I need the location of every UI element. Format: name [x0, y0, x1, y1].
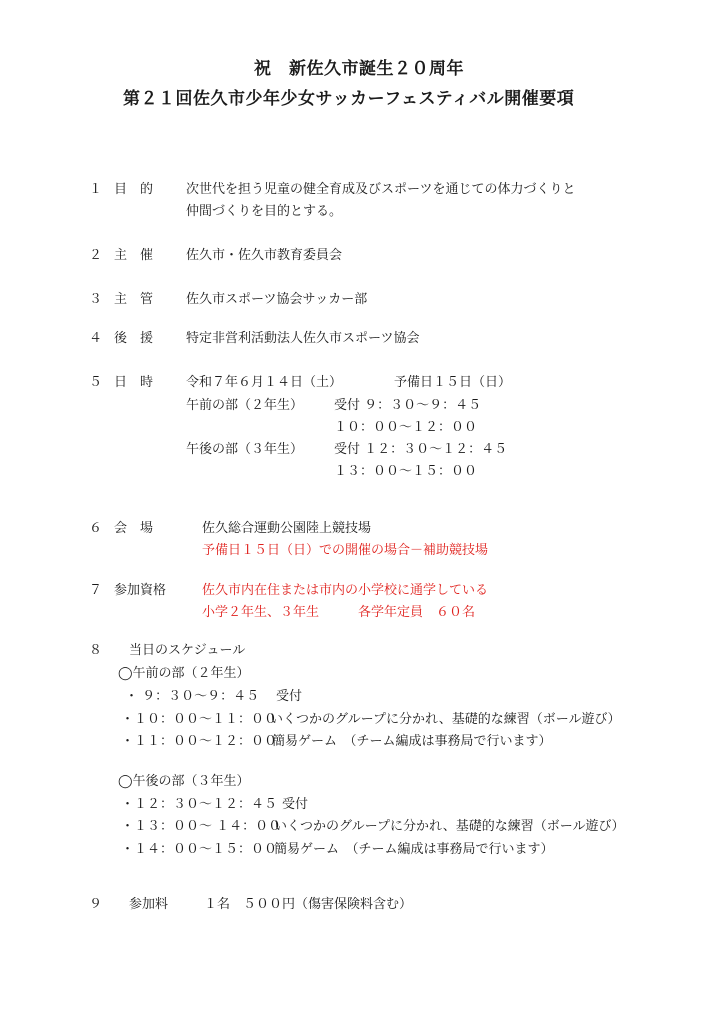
pm-schedule-time-2: ・１３：００〜 １４：００ [121, 819, 282, 834]
pm-schedule-desc-3: 簡易ゲーム （チーム編成は事務局で行います） [274, 842, 554, 857]
am-schedule-time-2: ・１０：００〜１１：００ [121, 712, 278, 727]
section-2-number: ２ [89, 248, 103, 263]
pm-session-label: 午後の部（３年生） [186, 442, 304, 457]
pm-schedule-desc-2: いくつかのグループに分かれ、基礎的な練習（ボール遊び） [274, 819, 625, 834]
venue-reserve-note: 予備日１５日（日）での開催の場合－補助競技場 [202, 543, 489, 558]
section-3-label: 主 管 [114, 292, 154, 307]
purpose-line-1: 次世代を担う児童の健全育成及びスポーツを通じての体力づくりと [186, 182, 576, 197]
venue-text: 佐久総合運動公園陸上競技場 [202, 521, 372, 536]
pm-schedule-time-3: ・１４：００〜１５：００ [121, 842, 278, 857]
am-schedule-time-3: ・１１：００〜１２：００ [121, 734, 278, 749]
am-schedule-heading: ◯午前の部（２年生） [118, 666, 250, 681]
management-text: 佐久市スポーツ協会サッカー部 [186, 292, 368, 307]
section-7-number: ７ [89, 583, 103, 598]
section-2-label: 主 催 [114, 248, 154, 263]
title-line-1: 祝 新佐久市誕生２０周年 [254, 59, 464, 79]
section-6-label: 会 場 [114, 521, 154, 536]
pm-reception-time: 受付 １２：３０〜１２：４５ [334, 442, 508, 457]
section-4-number: ４ [89, 331, 103, 346]
am-session-label: 午前の部（２年生） [186, 398, 304, 413]
am-schedule-desc-2: いくつかのグループに分かれ、基礎的な練習（ボール遊び） [270, 712, 621, 727]
am-schedule-desc-1: 受付 [276, 689, 303, 704]
support-text: 特定非営利活動法人佐久市スポーツ協会 [186, 331, 420, 346]
section-9-label: 参加料 [129, 897, 169, 912]
section-8-label: 当日のスケジュール [129, 643, 246, 658]
eligibility-line-2: 小学２年生、３年生 各学年定員 ６０名 [202, 605, 476, 620]
event-date: 令和７年６月１４日（土） [186, 375, 343, 390]
section-8-number: ８ [89, 643, 103, 658]
fee-text: １名 ５００円（傷害保険料含む） [204, 897, 413, 912]
am-session-time: １０：００〜１２：００ [334, 420, 478, 435]
am-schedule-desc-3: 簡易ゲーム （チーム編成は事務局で行います） [272, 734, 552, 749]
section-5-number: ５ [89, 375, 103, 390]
section-4-label: 後 援 [114, 331, 154, 346]
am-schedule-time-1: ・ ９：３０〜９：４５ [125, 689, 260, 704]
section-9-number: ９ [89, 897, 103, 912]
section-1-label: 目 的 [114, 182, 154, 197]
section-7-label: 参加資格 [114, 583, 167, 598]
reserve-date: 予備日１５日（日） [394, 375, 512, 390]
organizer-text: 佐久市・佐久市教育委員会 [186, 248, 343, 263]
pm-schedule-heading: ◯午後の部（３年生） [118, 774, 250, 789]
pm-session-time: １３：００〜１５：００ [334, 464, 478, 479]
section-5-label: 日 時 [114, 375, 154, 390]
purpose-line-2: 仲間づくりを目的とする。 [186, 204, 343, 219]
pm-schedule-desc-1: 受付 [282, 797, 309, 812]
am-reception-time: 受付 ９：３０〜９：４５ [334, 398, 482, 413]
section-6-number: ６ [89, 521, 103, 536]
section-1-number: １ [89, 182, 103, 197]
eligibility-line-1: 佐久市内在住または市内の小学校に通学している [202, 583, 489, 598]
pm-schedule-time-1: ・１２：３０〜１２：４５ [121, 797, 278, 812]
title-line-2: 第２１回佐久市少年少女サッカーフェスティバル開催要項 [123, 89, 575, 109]
section-3-number: ３ [89, 292, 103, 307]
